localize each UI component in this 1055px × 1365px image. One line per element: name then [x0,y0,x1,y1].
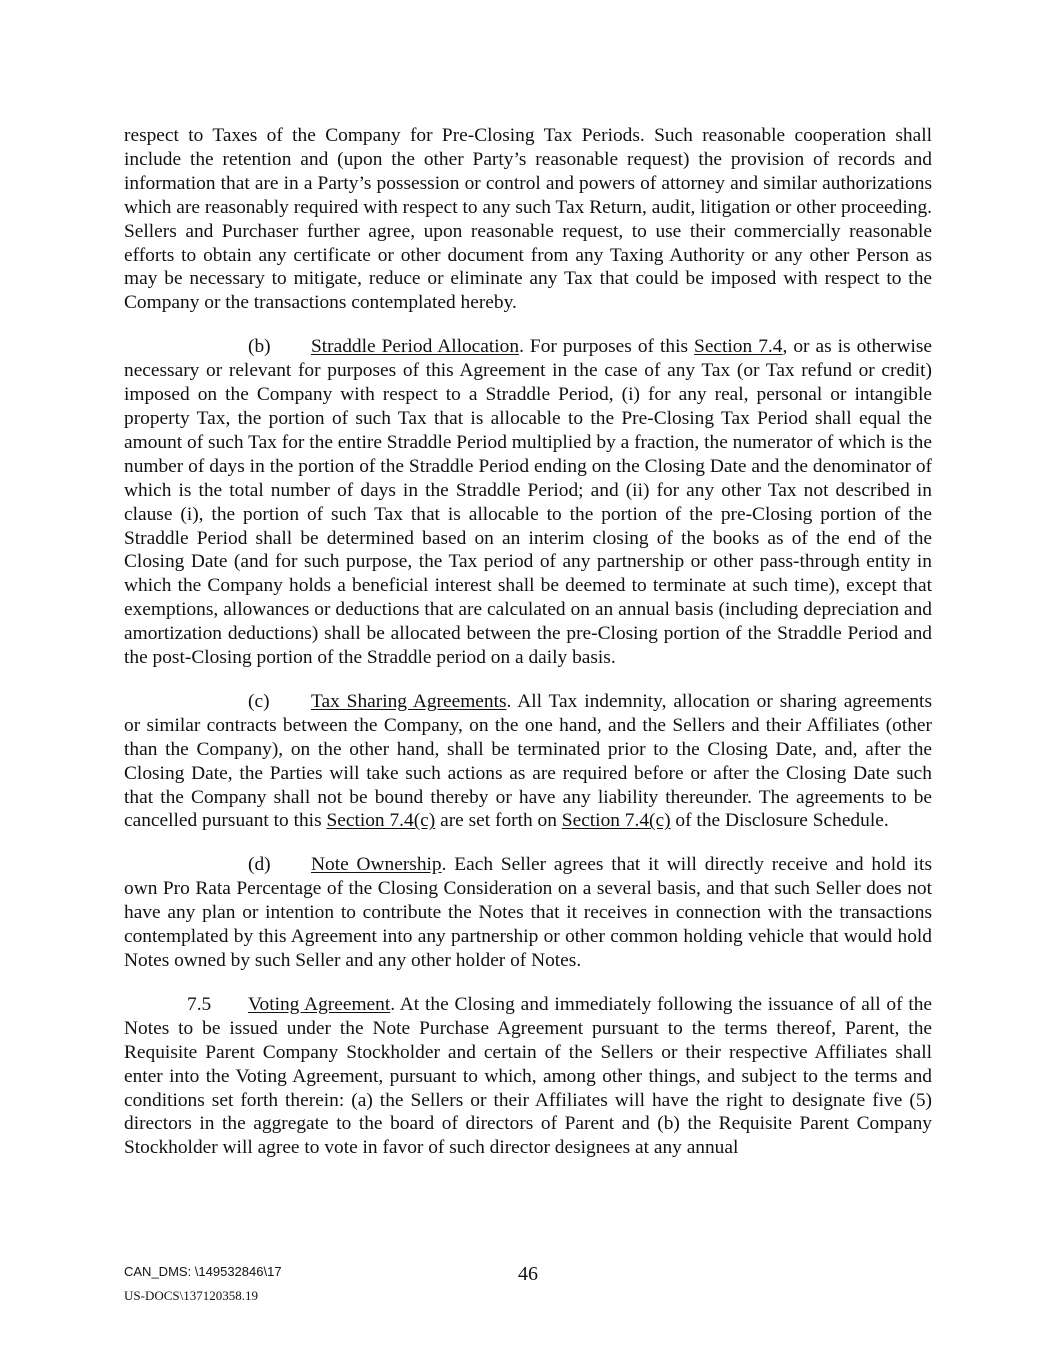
section-heading: Straddle Period Allocation [311,336,520,358]
cross-reference-link[interactable]: Section 7.4(c) [326,810,436,832]
document-body [124,124,932,1180]
section-7-4-b [124,335,932,670]
cross-reference-link[interactable]: Section 7.4(c) [561,810,671,832]
footer-doc-id-secondary: US-DOCS\137120358.19 [124,1288,258,1303]
section-text: are set forth on [435,810,562,832]
page-number: 46 [518,1263,538,1285]
section-text: of the Disclosure Schedule. [670,810,889,832]
section-number: (c) [248,690,270,712]
section-number: (d) [248,854,271,876]
section-7-5 [124,993,932,1160]
section-number: 7.5 [187,993,212,1015]
section-heading: Note Ownership [311,854,442,876]
section-7-4-c [124,690,932,833]
section-text: . At the Closing and immediately following the issuance of all of the Notes to be issued under the Note Purchase Agreement pursuant to the terms thereof, Parent, the Requisite Parent Company Stockholder and certain of the Sellers or their respective Affiliates shall enter into the Voting Agreement, pursuant to which, among other things, and subject to the terms and conditions set forth therein: (a) the Sellers or their Affiliates will have the right to designate five (5) directors in the aggregate to the board of directors of Parent and (b) the Requisite Parent Company Stockholder will agree to vote in favor of such director designees at any annual [124,993,933,1159]
section-heading: Tax Sharing Agreements [311,690,507,712]
footer-doc-id-primary: CAN_DMS: \149532846\17 [124,1264,282,1279]
section-number: (b) [248,336,271,358]
cross-reference-link[interactable]: Section 7.4 [694,336,783,358]
section-text: . For purposes of this [519,336,695,358]
section-7-4-d [124,853,932,973]
section-text: . Each Seller agrees that it will directly receive and hold its own Pro Rata Percentage of the Closing Consideration on a several basis, and that such Seller does not have any plan or intention to contribute the Notes that it receives in connection with the transactions contemplated by this Agreement into any partnership or other common holding vehicle that would hold Notes owned by such Seller and any other holder of Notes. [124,854,932,971]
paragraph-continued: respect to Taxes of the Company for Pre-Closing Tax Periods. Such reasonable cooperation shall include the retention and (upon the other Party’s reasonable request) the provision of records and information that are in a Party’s possession or control and powers of attorney and similar authorizations which are reasonably required with respect to any such Tax Return, audit, litigation or other proceeding. Sellers and Purchaser further agree, upon reasonable request, to use their commercially reasonable efforts to obtain any certificate or other document from any Taxing Authority or any other Person as may be necessary to mitigate, reduce or eliminate any Tax that could be imposed with respect to the Company or the transactions contemplated hereby. [124,125,932,314]
section-heading: Voting Agreement [248,993,391,1015]
section-text: . All Tax indemnity, allocation or sharing agreements or similar contracts between the Company, on the one hand, and the Sellers and their Affiliates (other than the Company), on the other hand, shall be terminated prior to the Closing Date, and, after the Closing Date, the Parties will take such actions as are required before or after the Closing Date such that the Company shall not be bound thereby or have any liability thereunder. The agreements to be cancelled pursuant to this [124,690,932,832]
section-text: , or as is otherwise necessary or relevant for purposes of this Agreement in the case of any Tax (or Tax refund or credit) imposed on the Company with respect to a Straddle Period, (i) for any real, personal or intangible property Tax, the portion of such Tax that is allocable to the Pre-Closing Tax Period shall equal the amount of such Tax for the entire Straddle Period multiplied by a fraction, the numerator of which is the number of days in the portion of the Straddle Period ending on the Closing Date and the denominator of which is the total number of days in the Straddle Period; and (ii) for any other Tax not described in clause (i), the portion of such Tax that is allocable to the portion of the pre-Closing portion of the Straddle Period shall be determined based on an interim closing of the books as of the end of the Closing Date (and for such purpose, the Tax period of any partnership or other pass-through entity in which the Company holds a beneficial interest shall be deemed to terminate at such time), except that exemptions, allowances or deductions that are calculated on an annual basis (including depreciation and amortization deductions) shall be allocated between the pre-Closing portion of the Straddle Period and the post-Closing portion of the Straddle period on a daily basis. [124,336,932,669]
